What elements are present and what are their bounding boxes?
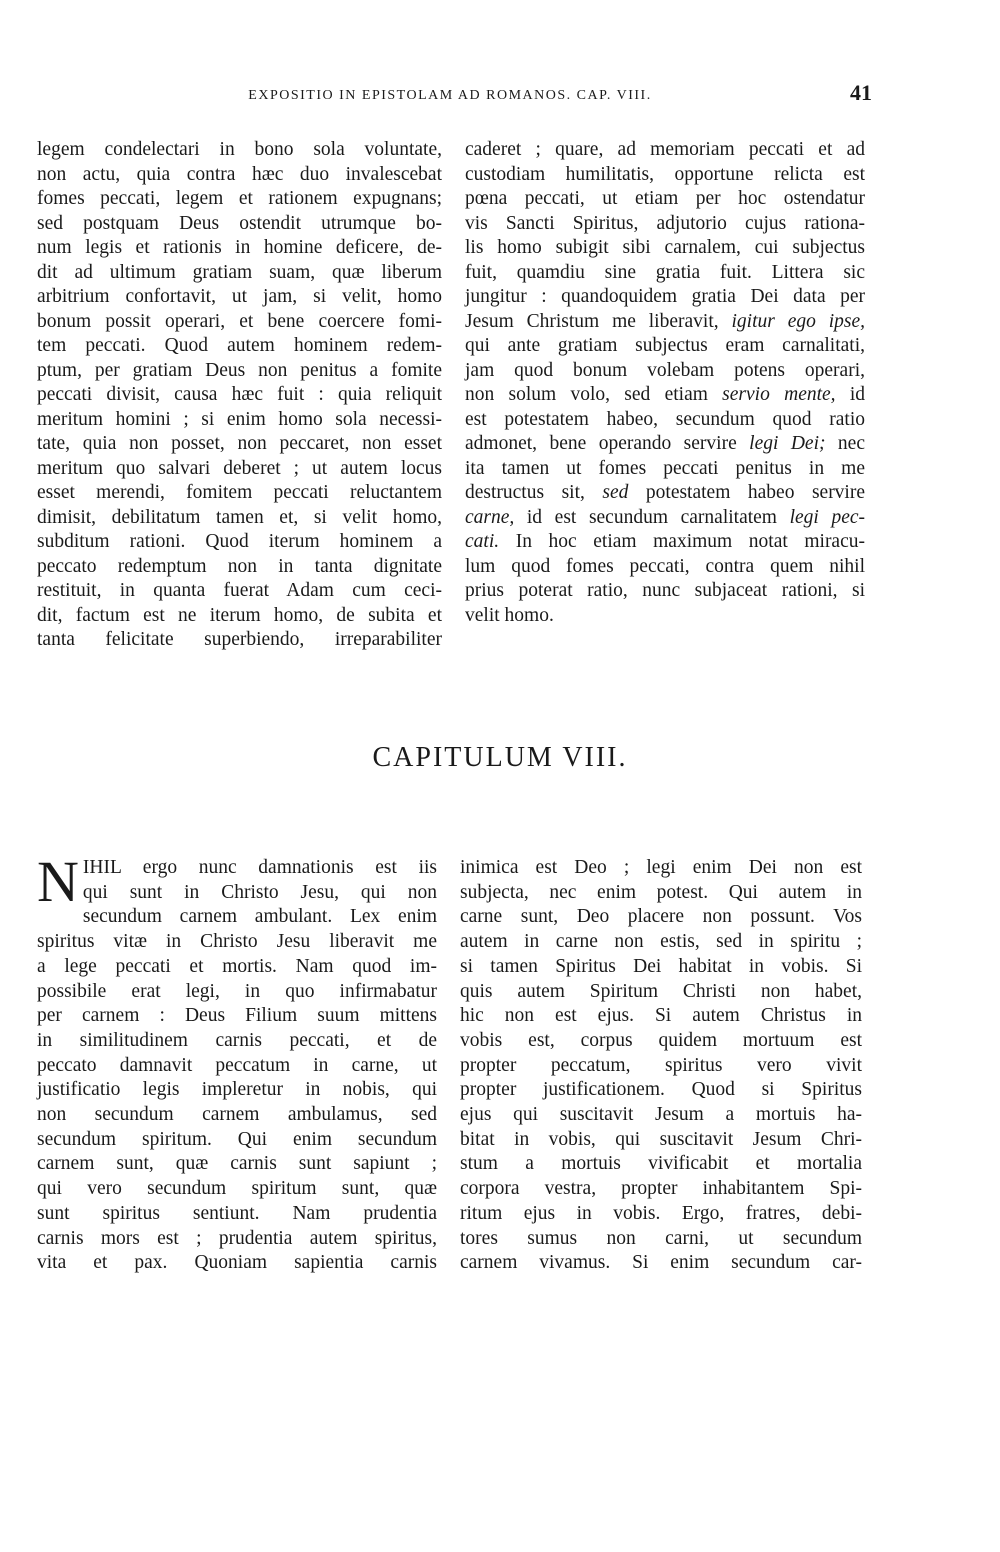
text-line: fuit, quamdiu sine gratia fuit. Littera sic (465, 261, 865, 283)
italic-quote: cati. (465, 531, 500, 552)
text-line: propter peccatum, spiritus vero vivit (460, 1054, 862, 1076)
text-line: hic non est ejus. Si autem Christus in (460, 1005, 862, 1027)
italic-quote: carne, (465, 506, 515, 528)
text-line: justificatio legis impleretur in nobis, qui (37, 1079, 437, 1101)
italic-quote: legi Dei; (749, 433, 826, 454)
text-line: IHIL ergo nunc damnationis est iis (82, 857, 437, 878)
text-line: vita et pax. Quoniam sapientia carnis (37, 1252, 437, 1274)
italic-quote: igitur ego ipse, (731, 310, 865, 332)
text-line: quis autem Spiritum Christi non habet, (460, 980, 862, 1002)
text-line: in similitudinem carnis peccati, et de (37, 1029, 437, 1051)
text-line: a lege peccati et mortis. Nam quod im- (37, 955, 437, 977)
text-line: fomes peccati, legem et rationem expugnans; (37, 188, 442, 209)
left-column-top (37, 138, 442, 653)
left-column-bottom (37, 849, 437, 1276)
text-line: carne, id est secundum carnalitatem legi pec- (465, 506, 865, 528)
text-line: bitat in vobis, qui suscitavit Jesum Chri- (460, 1128, 862, 1150)
text-line: subditum rationi. Quod iterum hominem a (37, 531, 442, 552)
text-line: tem peccati. Quod autem hominem redem- (37, 335, 442, 356)
text-line: lis homo subigit sibi carnalem, cui subjectus (465, 237, 865, 258)
text-line: lum quod fomes peccati, contra quem nihil (465, 555, 865, 577)
italic-quote: sed (602, 482, 629, 503)
text-line: spiritus vitæ in Christo Jesu liberavit me (37, 931, 437, 953)
text-line: non secundum carnem ambulamus, sed (37, 1104, 437, 1126)
text-line: carnem sunt, quæ carnis sunt sapiunt ; (37, 1153, 437, 1175)
text-line: autem in carne non estis, sed in spiritu ; (460, 931, 862, 953)
text-line: qui vero secundum spiritum sunt, quæ (37, 1178, 437, 1200)
text-line: destructus sit, sed potestatem habeo servire (465, 482, 865, 503)
text-line: carnis mors est ; prudentia autem spiritus, (37, 1227, 437, 1249)
text-line: si tamen Spiritus Dei habitat in vobis. Si (460, 955, 862, 977)
text-line: peccato damnavit peccatum in carne, ut (37, 1054, 437, 1076)
text-line: caderet ; quare, ad memoriam peccati et ad (465, 139, 865, 160)
text-line: secundum spiritum. Qui enim secundum (37, 1128, 437, 1150)
text-line: corpora vestra, propter inhabitantem Spi- (460, 1178, 862, 1200)
text-line: dimisit, debilitatum tamen et, si velit homo, (37, 506, 442, 528)
text-line: meritum quo salvari deberet ; ut autem locus (37, 457, 442, 479)
text-line: cati. In hoc etiam maximum notat miracu- (465, 531, 865, 552)
text-line: admonet, bene operando servire legi Dei; nec (465, 433, 865, 454)
text-line: tanta felicitate superbiendo, irreparabiliter (37, 629, 442, 650)
text-line: subjecta, nec enim potest. Qui autem in (460, 881, 862, 903)
text-line: jam quod bonum volebam potens operari, (465, 359, 865, 381)
text-line: peccati divisit, causa hæc fuit : quia reliquit (37, 384, 442, 405)
text-line: restituit, in quanta fuerat Adam cum ceci- (37, 580, 442, 601)
text-line: esset merendi, fomitem peccati reluctantem (37, 482, 442, 503)
text-line: ritum ejus in vobis. Ergo, fratres, debi- (460, 1202, 862, 1224)
text-line: carnem vivamus. Si enim secundum car- (460, 1252, 862, 1274)
text-line: vobis est, corpus quidem mortuum est (460, 1029, 862, 1051)
text-line: arbitrium confortavit, ut jam, si velit, homo (37, 286, 442, 307)
text-line: vis Sancti Spiritus, adjutorio cujus rationa- (465, 212, 865, 234)
text-line: qui sunt in Christo Jesu, qui non (82, 881, 437, 903)
text-line: velit homo. (465, 604, 554, 626)
text-line: dit ad ultimum gratiam suam, quæ liberum (37, 261, 442, 283)
text-line: Jesum Christum me liberavit, igitur ego ipse, (465, 310, 865, 332)
text-line: jungitur : quandoquidem gratia Dei data per (465, 286, 865, 307)
italic-quote: servio mente, (722, 384, 836, 405)
italic-quote: legi pec- (789, 506, 865, 528)
text-line: non solum volo, sed etiam servio mente, id (465, 384, 865, 405)
text-line: carne sunt, Deo placere non possunt. Vos (460, 906, 862, 928)
text-line: meritum homini ; si enim homo sola necessi- (37, 408, 442, 430)
right-column-bottom (460, 856, 862, 1276)
right-column-top (465, 138, 865, 628)
text-line: propter justificationem. Quod si Spiritus (460, 1079, 862, 1101)
chapter-heading: CAPITULUM VIII. (372, 742, 628, 773)
drop-cap: N (37, 849, 79, 914)
text-line: secundum carnem ambulant. Lex enim (82, 906, 437, 928)
text-line: num legis et rationis in homine deficere, de- (37, 237, 442, 258)
text-line: pœna peccati, ut etiam per hoc ostendatur (465, 188, 865, 209)
text-line: inimica est Deo ; legi enim Dei non est (460, 857, 862, 878)
text-line: sed postquam Deus ostendit utrumque bo- (37, 212, 442, 234)
text-line: ita tamen ut fomes peccati penitus in me (465, 457, 865, 479)
text-line: tate, quia non posset, non peccaret, non esset (37, 433, 442, 454)
text-line: sunt spiritus sentiunt. Nam prudentia (37, 1202, 437, 1224)
text-line: non actu, quia contra hæc duo invalescebat (37, 163, 442, 185)
text-line: qui ante gratiam subjectus eram carnalitati, (465, 335, 865, 356)
text-line: prius poterat ratio, nunc subjaceat rationi, si (465, 580, 865, 601)
text-line: peccato redemptum non in tanta dignitate (37, 555, 442, 577)
text-line: ejus qui suscitavit Jesum a mortuis ha- (460, 1104, 862, 1126)
text-line: per carnem : Deus Filium suum mittens (37, 1005, 437, 1027)
page-number: 41 (850, 80, 872, 105)
text-line: legem condelectari in bono sola voluntate, (37, 139, 442, 160)
text-line: tores sumus non carni, ut secundum (460, 1227, 862, 1249)
text-line: possibile erat legi, in quo infirmabatur (37, 980, 437, 1002)
text-line: dit, factum est ne iterum homo, de subita et (37, 604, 442, 626)
running-head: EXPOSITIO IN EPISTOLAM AD ROMANOS. CAP. VIII. (248, 88, 652, 103)
text-line: ptum, per gratiam Deus non penitus a fomite (37, 359, 442, 381)
text-line: stum a mortuis vivificabit et mortalia (460, 1153, 862, 1175)
text-line: bonum possit operari, et bene coercere fomi- (37, 310, 442, 332)
text-line: est potestatem habeo, secundum quod ratio (465, 408, 865, 430)
text-line: custodiam humilitatis, opportune relicta est (465, 163, 865, 185)
